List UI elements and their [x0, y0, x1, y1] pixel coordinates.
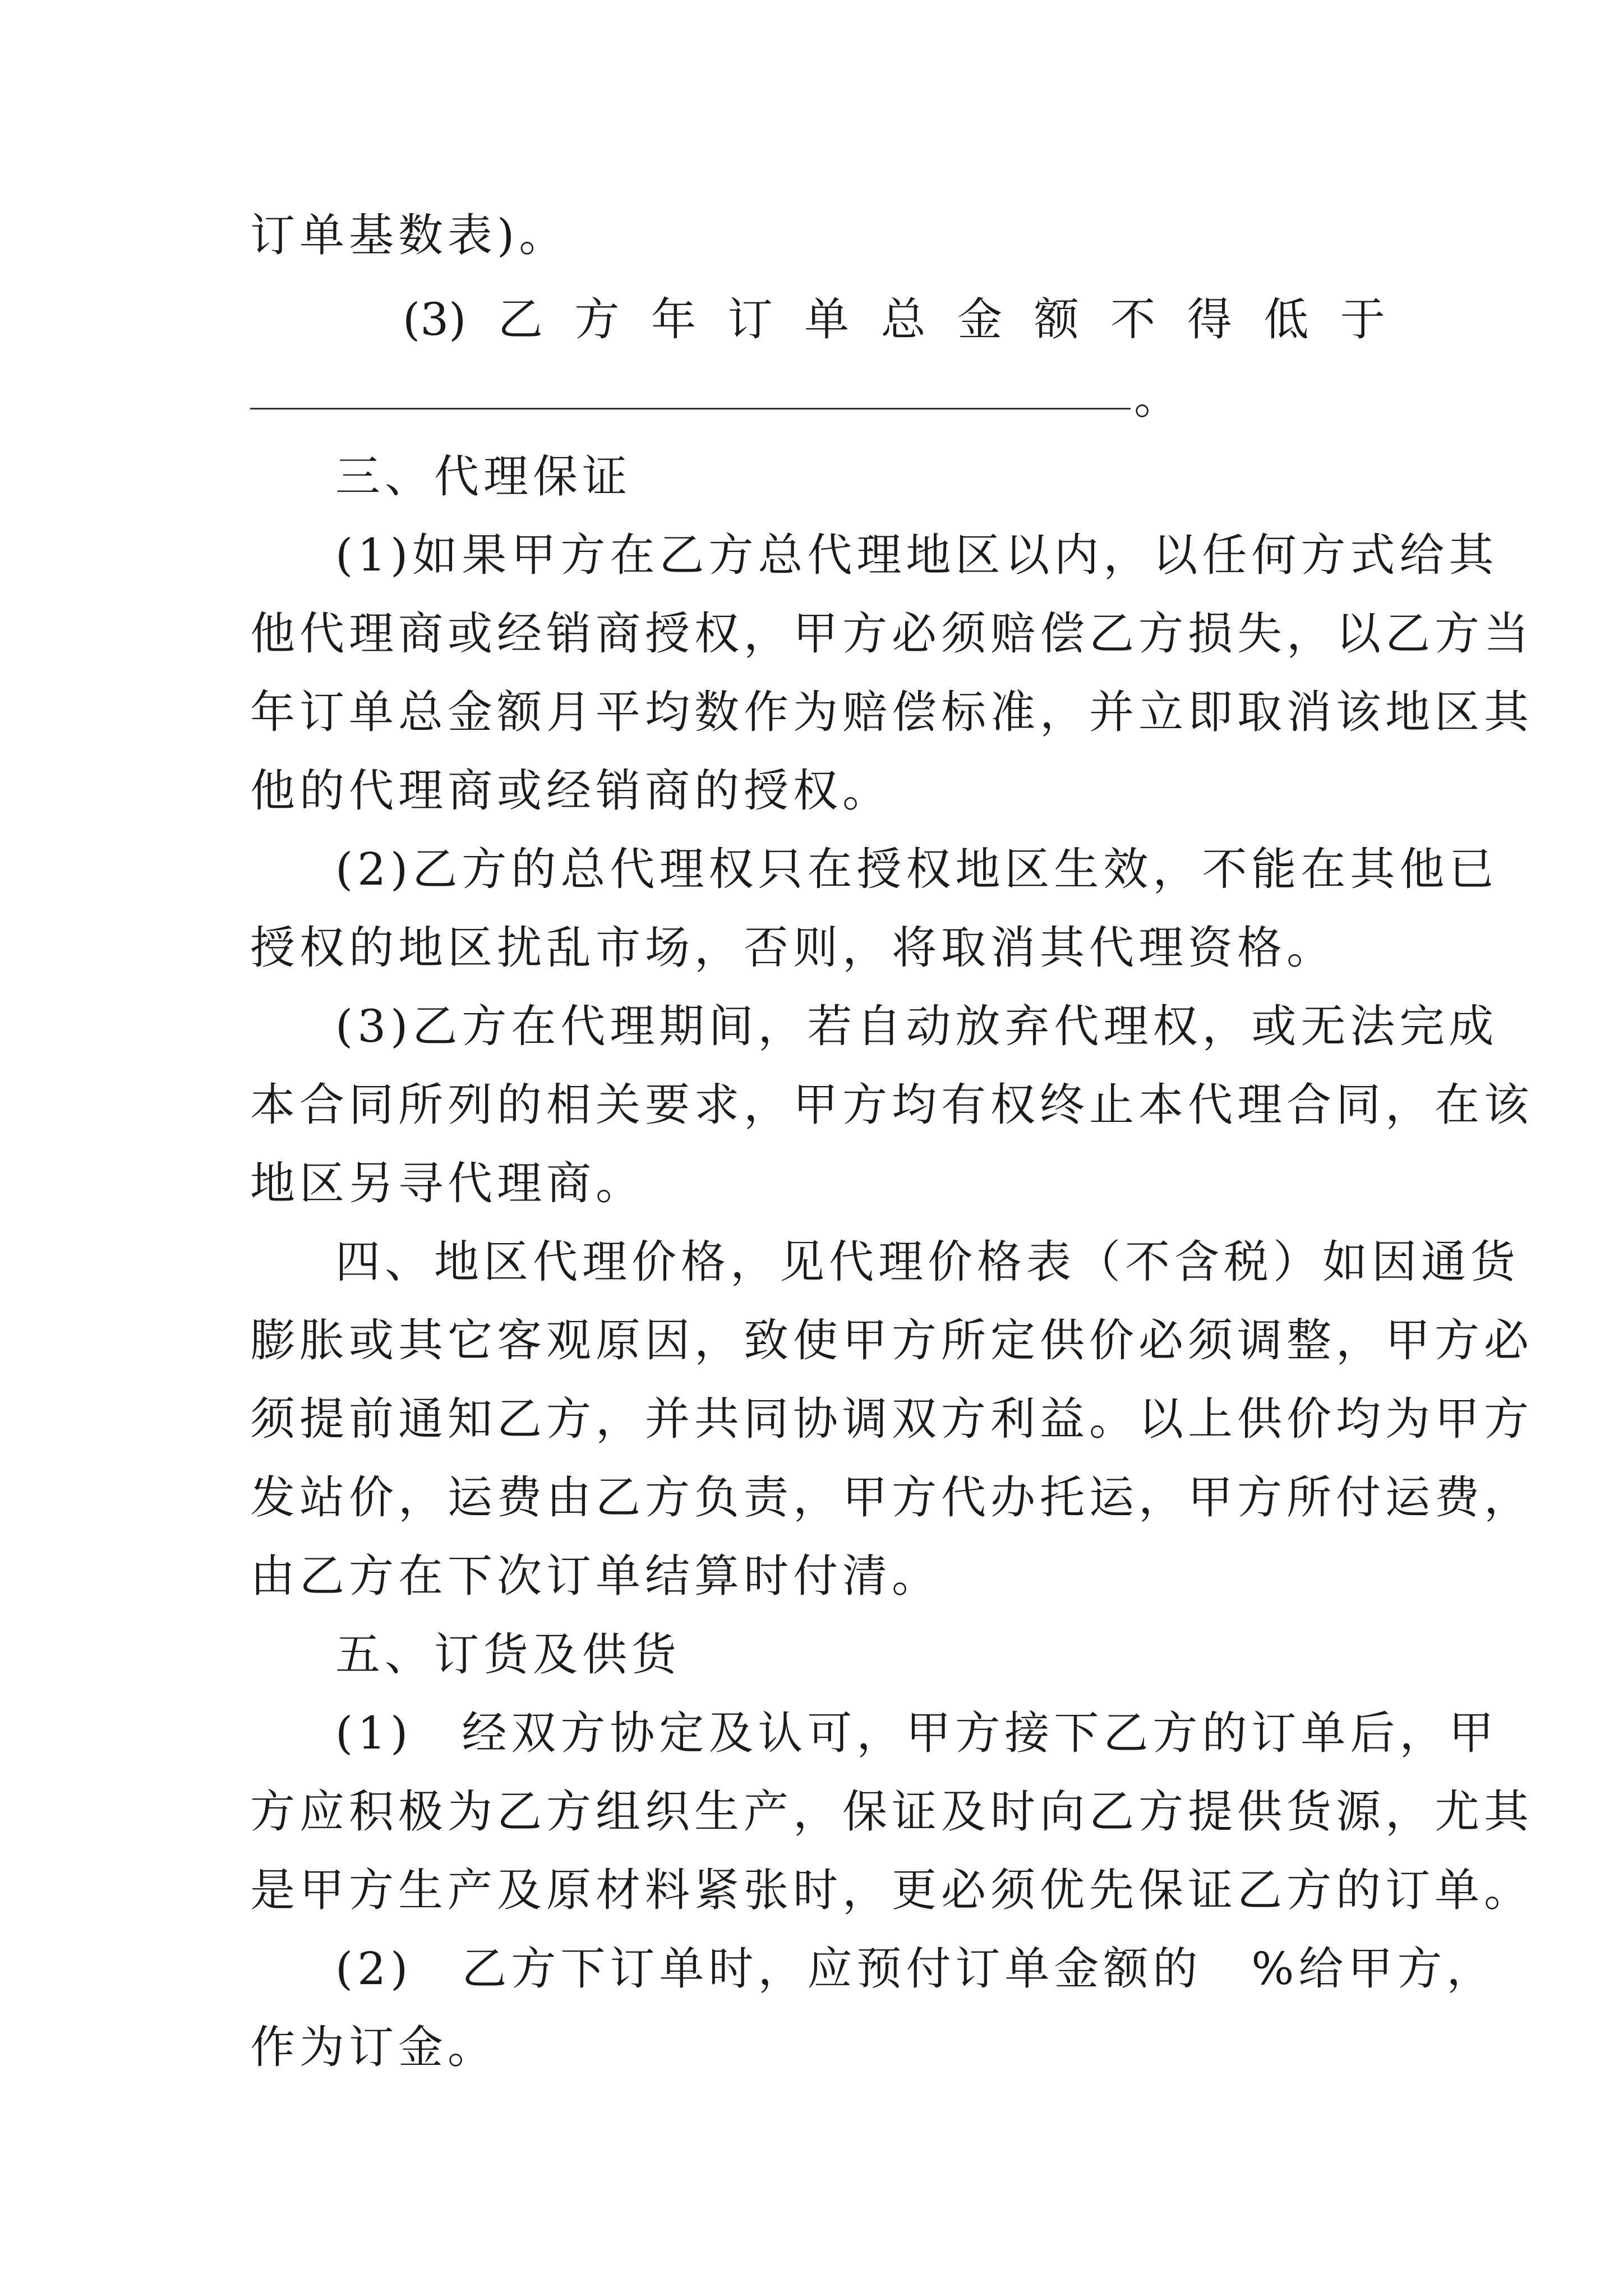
text-line: 年订单总金额月平均数作为赔偿标准，并立即取消该地区其 [250, 686, 1533, 738]
clause-token: 方 [574, 293, 620, 346]
blank-tail-punctuation: 。 [1134, 372, 1183, 424]
section-heading: 五、订货及供货 [335, 1628, 681, 1681]
text-line: 膨胀或其它客观原因，致使甲方所定供价必须调整，甲方必 [250, 1314, 1533, 1366]
text-line: 作为订金。 [250, 2021, 497, 2073]
text-line: (1) 经双方协定及认可，甲方接下乙方的订单后，甲 [335, 1707, 1498, 1759]
clause-3-minimum-order [403, 292, 1385, 348]
text-line: (1)如果甲方在乙方总代理地区以内，以任何方式给其 [335, 529, 1498, 581]
clause-token: 乙 [497, 293, 543, 346]
text-line: 须提前通知乙方，并共同协调双方利益。以上供价均为甲方 [250, 1393, 1533, 1445]
text-line: 订单基数表)。 [250, 209, 569, 261]
clause-token: 低 [1264, 293, 1309, 346]
clause-token: 不 [1110, 293, 1156, 346]
text-line: (3)乙方在代理期间，若自动放弃代理权，或无法完成 [335, 1000, 1498, 1052]
text-line: 方应积极为乙方组织生产，保证及时向乙方提供货源，尤其 [250, 1786, 1533, 1838]
text-line: 是甲方生产及原材料紧张时，更必须优先保证乙方的订单。 [250, 1864, 1533, 1916]
clause-token: 得 [1187, 293, 1232, 346]
text-line: 他的代理商或经销商的授权。 [250, 765, 892, 817]
section-heading: 三、代理保证 [335, 450, 631, 503]
clause-token: 年 [651, 293, 696, 346]
clause-token: 额 [1034, 293, 1079, 346]
text-line: 授权的地区扰乱市场，否则，将取消其代理资格。 [250, 922, 1336, 974]
clause-token: 金 [957, 293, 1003, 346]
text-line: (2) 乙方下订单时，应预付订单金额的 %给甲方， [335, 1943, 1496, 1995]
clause-token: (3) [403, 293, 467, 346]
fill-in-blank-row [250, 370, 1183, 426]
clause-token: 订 [727, 293, 773, 346]
text-line: (2)乙方的总代理权只在授权地区生效，不能在其他已 [335, 843, 1498, 895]
clause-token: 于 [1340, 293, 1385, 346]
clause-token: 总 [880, 293, 926, 346]
section-heading: 四、地区代理价格，见代理价格表（不含税）如因通货 [335, 1236, 1520, 1288]
fill-in-blank-underline [250, 408, 1131, 409]
clause-token: 单 [804, 293, 850, 346]
text-line: 由乙方在下次订单结算时付清。 [250, 1550, 941, 1602]
text-line: 地区另寻代理商。 [250, 1157, 645, 1209]
text-line: 他代理商或经销商授权，甲方必须赔偿乙方损失，以乙方当 [250, 608, 1533, 660]
text-line: 本合同所列的相关要求，甲方均有权终止本代理合同，在该 [250, 1079, 1533, 1131]
text-line: 发站价，运费由乙方负责，甲方代办托运，甲方所付运费， [250, 1471, 1533, 1524]
